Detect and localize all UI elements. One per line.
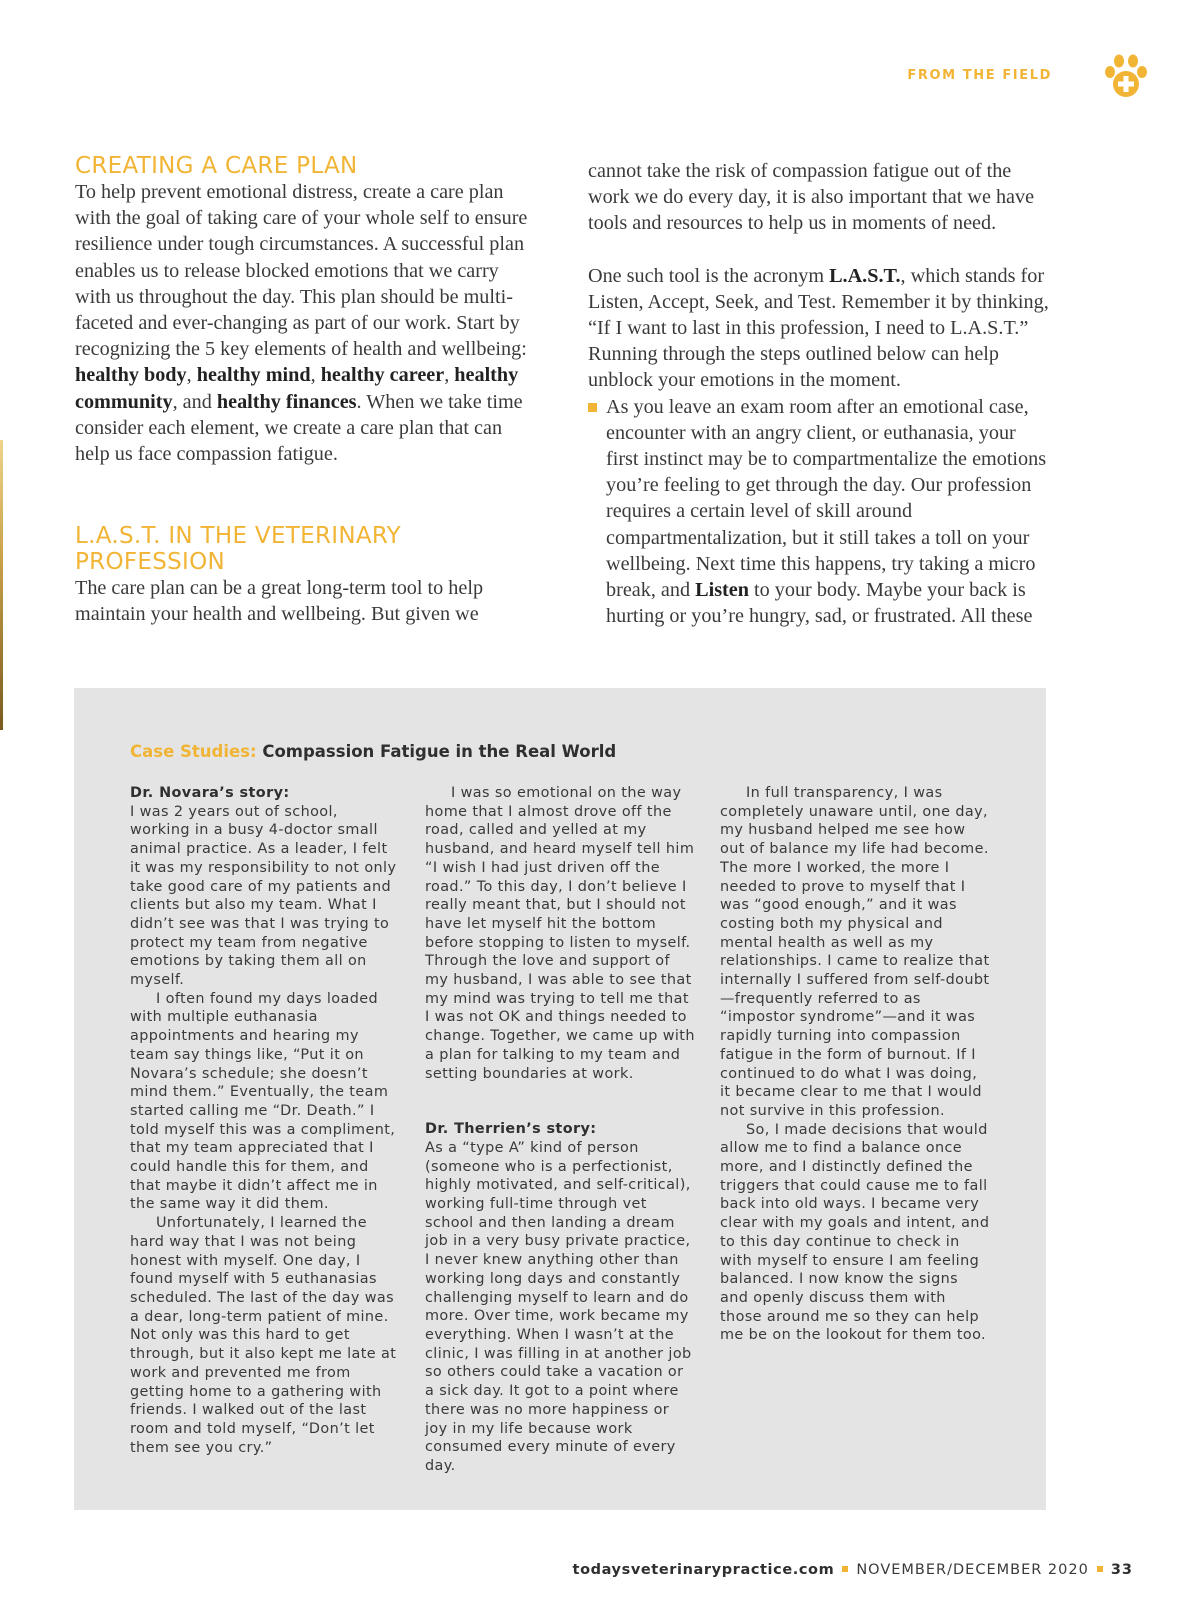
- care-plan-paragraph: [75, 179, 535, 467]
- section-label: FROM THE FIELD: [907, 68, 1052, 83]
- case-studies-box: [74, 688, 1046, 1510]
- page-edge-gradient: [0, 440, 3, 730]
- paw-plus-icon: [1102, 52, 1150, 100]
- bold-term: healthy finances: [216, 390, 357, 413]
- text-run: As you leave an exam room after an emotional case, encounter with an angry client, or euthanasia, your first instinct may be to compartmentalize the emotions you’re feeling to get through the day. Our profession requires a certain level of skill around compartmentalization, but it still takes a toll on your wellbeing. Next time this happens, try taking a micro break, and: [606, 395, 1047, 602]
- right-column: [588, 158, 1050, 629]
- text-run: One such tool is the acronym: [588, 264, 830, 287]
- text-run: . When we take time consider each element, we create a care plan that can help us face compassion fatigue.: [75, 390, 523, 466]
- novara-paragraph-4: I was so emotional on the way home that I almost drove off the road, called and yelled at my husband, and heard myself tell him “I wish I had just driven off the road.” To this day, I don’t believe I really meant that, but I should not have let myself hit the bottom before stopping to listen to myself. Through the love and support of my husband, I was able to see that my mind was trying to tell me that I was not OK and things needed to change. Together, we came up with a plan for talking to my team and setting boundaries at work.: [425, 785, 695, 1082]
- text-run: ,: [186, 364, 197, 387]
- text-run: ,: [444, 364, 455, 387]
- listen-bullet: [588, 394, 1050, 630]
- case-column-1: [130, 784, 400, 1457]
- case-column-3: [720, 784, 990, 1345]
- novara-paragraph-2: I often found my days loaded with multiple euthanasia appointments and hearing my team say things like, “Put it on Novara’s schedule; she doesn’t mind them.” Eventually, the team started calling me “Dr. Death.” I told myself this was a compliment, that my team appreciated that I could handle this for them, and that maybe it didn’t affect me in the same way it did them.: [130, 990, 396, 1213]
- text-run: , and: [172, 390, 217, 413]
- heading-care-plan: CREATING A CARE PLAN: [75, 153, 358, 179]
- footer-separator: [1097, 1566, 1103, 1572]
- bold-term: Listen: [695, 579, 749, 602]
- text-run: , which stands for Listen, Accept, Seek, and Test. Remember it by thinking, “If I want to last in this profession, I need to L.A.S.T.” Running through the steps outlined below can help unblock your emotions in the moment.: [588, 264, 1049, 392]
- bold-term: healthy mind: [196, 364, 311, 387]
- bold-term: L.A.S.T.: [829, 264, 901, 287]
- right-paragraph-2: [588, 263, 1050, 394]
- footer-site: todaysveterinarypractice.com: [572, 1562, 835, 1578]
- therrien-paragraph-3: So, I made decisions that would allow me to find a balance once more, and I distinctly defined the triggers that could cause me to fall back into old ways. I became very clear with my goals and intent, and to this day continue to check in with myself to ensure I am feeling balanced. I now know the signs and openly discuss them with those around me so they can help me be on the lookout for them too.: [720, 1121, 990, 1344]
- left-column: [75, 153, 535, 628]
- right-paragraph-1: cannot take the risk of compassion fatigue out of the work we do every day, it is also important that we have tools and resources to help us in moments of need.: [588, 160, 1035, 235]
- footer-separator: [842, 1566, 848, 1572]
- bold-term: healthy body: [75, 364, 187, 387]
- heading-last: L.A.S.T. IN THE VETERINARY PROFESSION: [75, 523, 402, 576]
- last-intro-paragraph: The care plan can be a great long-term tool to help maintain your health and wellbeing. But given we: [75, 577, 484, 626]
- bold-term: healthy community: [75, 364, 519, 413]
- novara-story-heading: Dr. Novara’s story:: [130, 785, 290, 801]
- novara-paragraph-3: Unfortunately, I learned the hard way that I was not being honest with myself. One day, I found myself with 5 euthanasias scheduled. The last of the day was a dear, long-term patient of mine. Not only was this hard to get through, but it also kept me late at work and prevented me from getting home to a gathering with friends. I walked out of the last room and told myself, “Don’t let them see you cry.”: [130, 1215, 397, 1456]
- bullet-square-icon: [588, 403, 597, 412]
- page-number: 33: [1110, 1562, 1133, 1578]
- page-footer: [573, 1562, 1133, 1578]
- text-run: to your body. Maybe your back is hurting or you’re hungry, sad, or frustrated. All these: [606, 579, 1033, 628]
- text-run: ,: [310, 364, 321, 387]
- case-studies-title: [130, 742, 616, 761]
- title-main: Compassion Fatigue in the Real World: [262, 742, 617, 761]
- therrien-paragraph-1: As a “type A” kind of person (someone who is a perfectionist, highly motivated, and self-critical), working full-time through vet school and then landing a dream job in a very busy private practice, I never knew anything other than working long days and constantly challenging myself to learn and do more. Over time, work became my everything. When I wasn’t at the clinic, I was filling in at another job so others could take a vacation or a sick day. It got to a point where there was no more happiness or joy in my life because work consumed every minute of every day.: [425, 1139, 692, 1474]
- therrien-paragraph-2: In full transparency, I was completely unaware until, one day, my husband helped me see how out of balance my life had become. The more I worked, the more I needed to prove to myself that I was “good enough,” and it was costing both my physical and mental health as well as my relationships. I came to realize that internally I suffered from self-doubt—frequently referred to as “impostor syndrome”—and it was rapidly turning into compassion fatigue in the form of burnout. If I continued to do what I was doing, it became clear to me that I would not survive in this profession.: [720, 785, 990, 1119]
- footer-issue: NOVEMBER/DECEMBER 2020: [856, 1562, 1089, 1578]
- title-accent: Case Studies:: [130, 742, 263, 761]
- therrien-story-heading: Dr. Therrien’s story:: [425, 1121, 597, 1138]
- case-column-2: [425, 784, 695, 1476]
- text-run: To help prevent emotional distress, create a care plan with the goal of taking care of your whole self to ensure resilience under tough circumstances. A successful plan enables us to release blocked emotions that we carry with us throughout the day. This plan should be multi-faceted and ever-changing as part of our work. Start by recognizing the 5 key elements of health and wellbeing:: [75, 181, 528, 361]
- novara-paragraph-1: I was 2 years out of school, working in a busy 4-doctor small animal practice. As a leader, I felt it was my responsibility to not only take good care of my patients and clients but also my team. What I didn’t see was that I was trying to protect my team from negative emotions by taking them all on myself.: [130, 803, 397, 989]
- bold-term: healthy career: [320, 364, 445, 387]
